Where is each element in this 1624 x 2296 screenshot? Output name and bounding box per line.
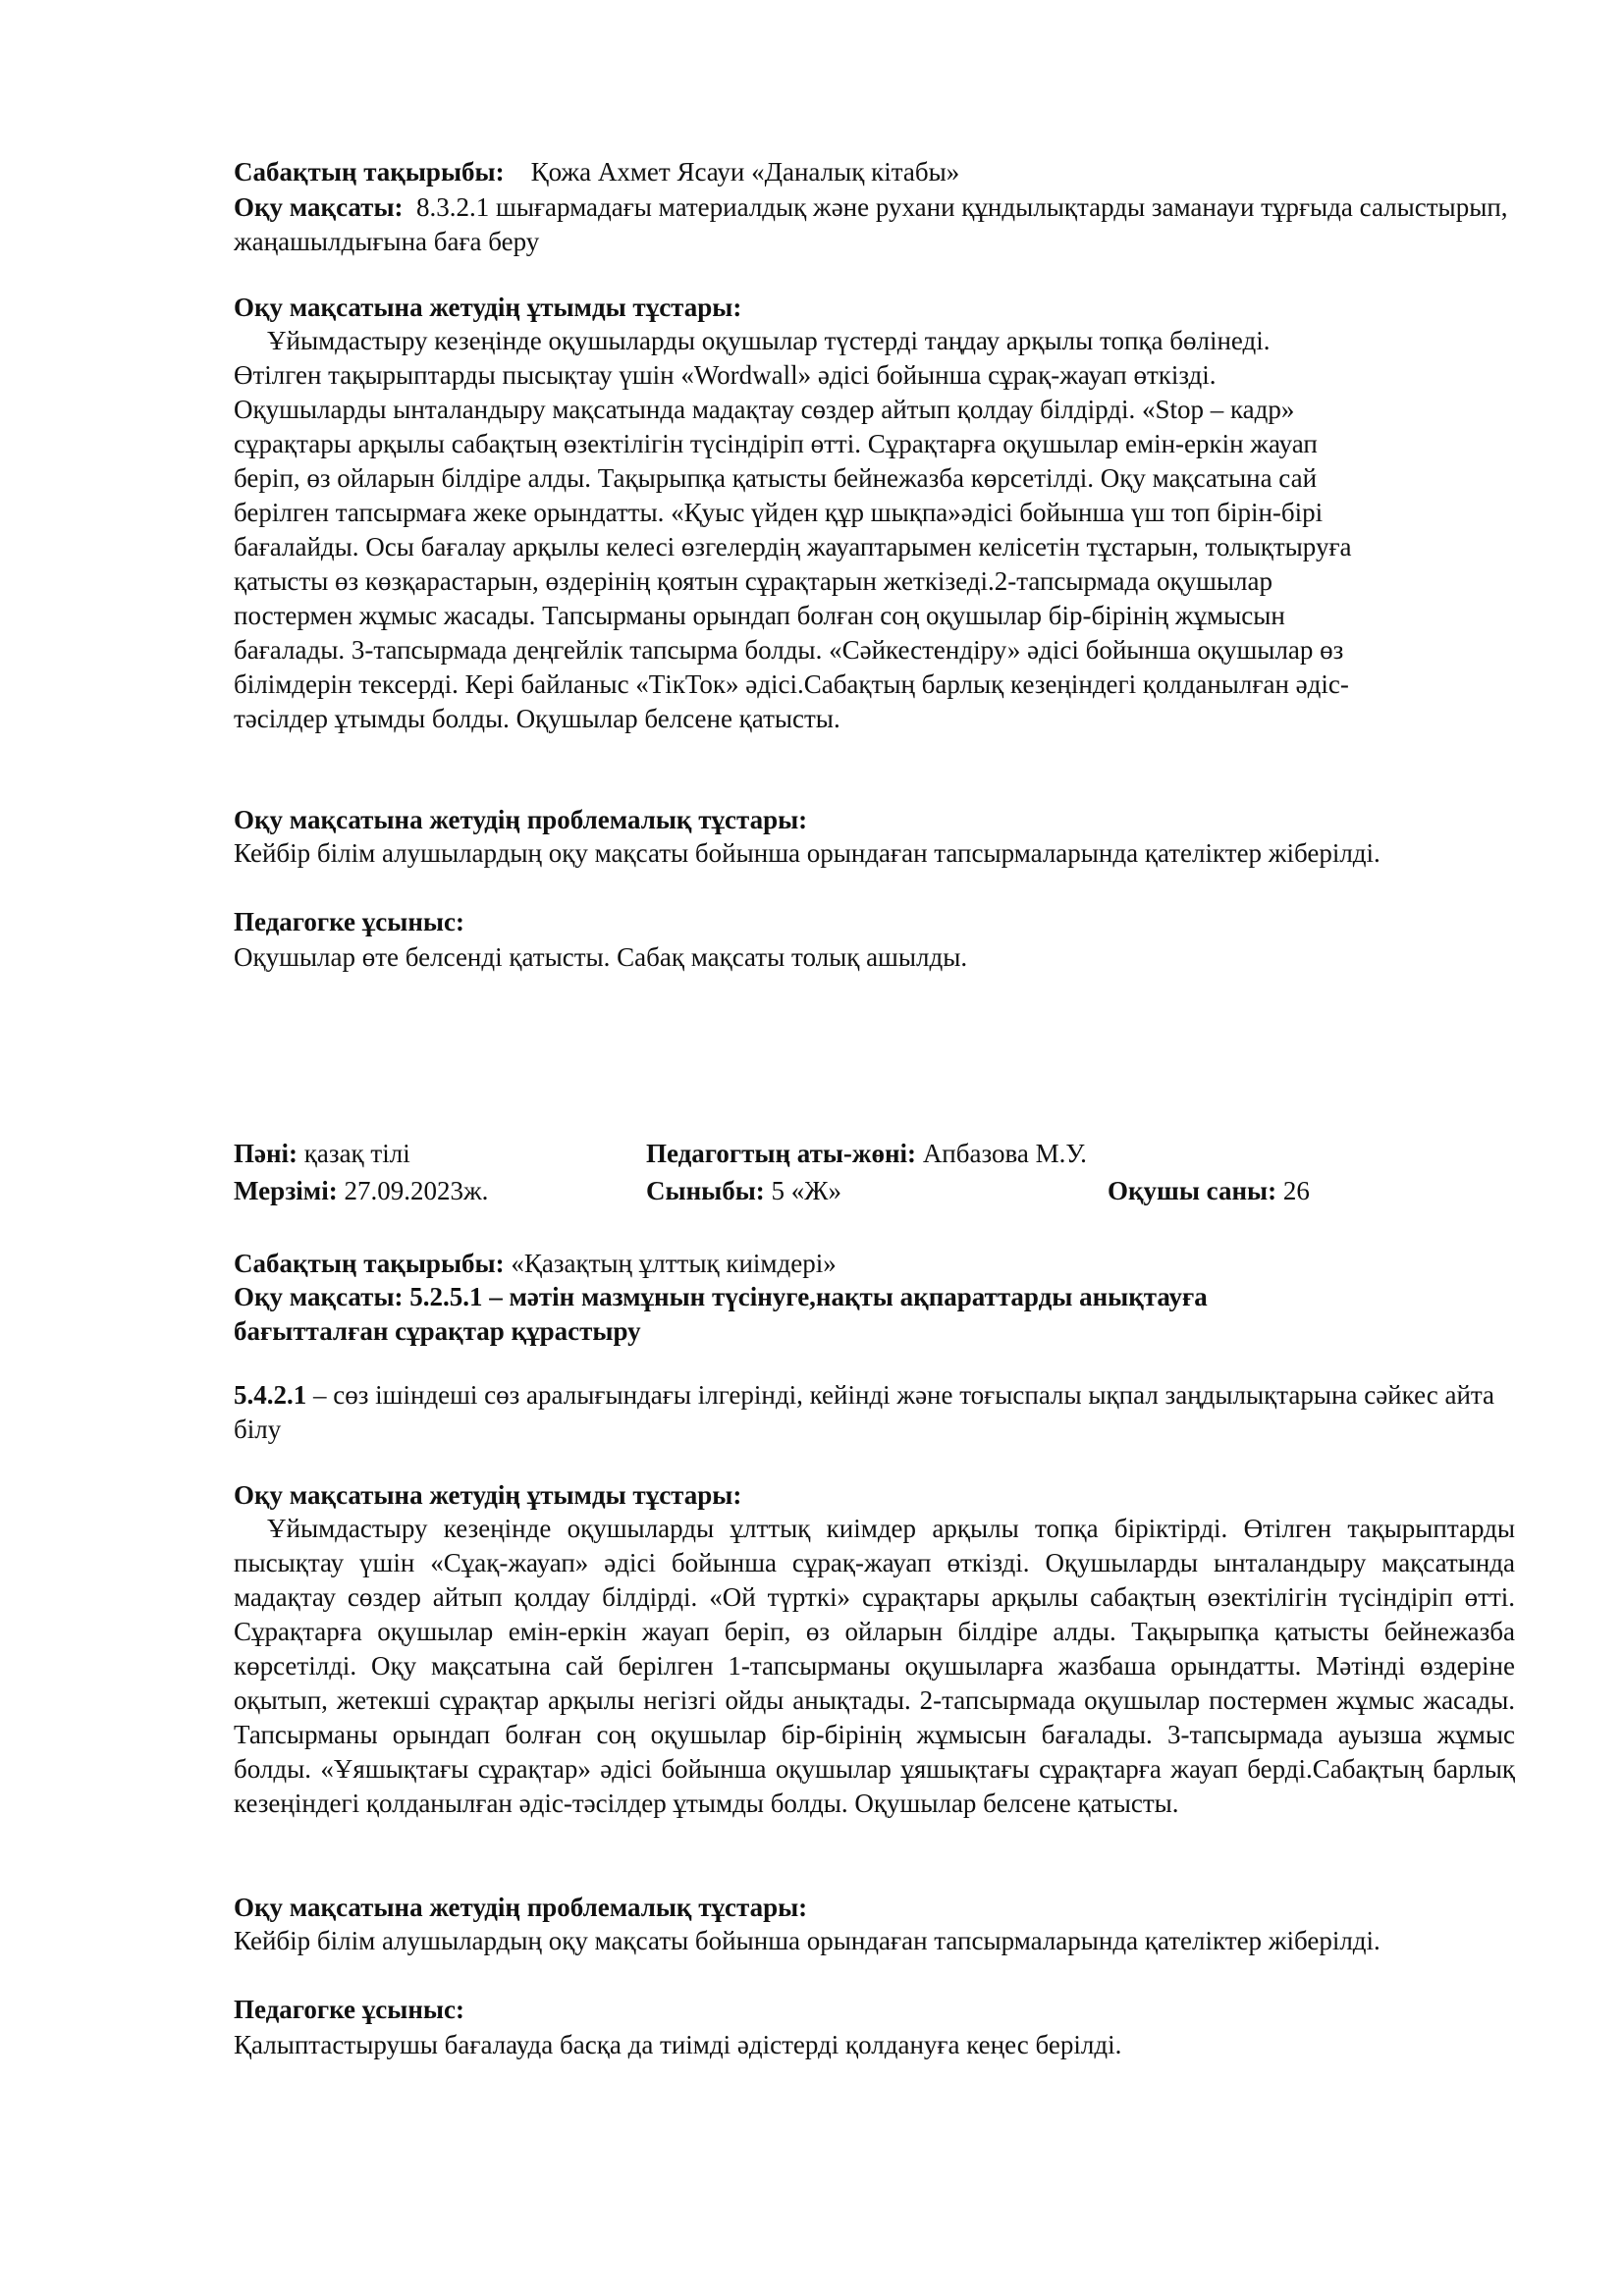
date-label: Мерзімі: — [234, 1176, 338, 1205]
students-value: 26 — [1282, 1176, 1310, 1205]
lesson2-strengths-text — [234, 1512, 1515, 1821]
lesson1-objective-label: Оқу мақсаты: — [234, 192, 404, 222]
text-line: постермен жұмыс жасады. Тапсырманы орындап болған соң оқушылар бір-бірінің жұмысын — [234, 601, 1285, 630]
lesson2-subject — [234, 1137, 410, 1171]
lesson2-topic — [234, 1247, 1515, 1281]
lesson1-recommendation-text — [234, 940, 1515, 975]
text-line: Оқушыларды ынталандыру мақсатында мадақтау сөздер айтып қолдау білдірді. «Stop – кадр» — [234, 395, 1295, 424]
topic-label: Сабақтың тақырыбы: — [234, 1249, 505, 1278]
lesson2-date — [234, 1174, 488, 1208]
objective2-value: – сөз ішіндеші сөз аралығындағы ілгерінді, кейінді және тоғыспалы ықпал заңдылықтарына сәйкес айта білу — [234, 1380, 1495, 1444]
heading-text: Оқу мақсатына жетудің проблемалық тұстары: — [234, 805, 808, 834]
lesson2-objective2 — [234, 1378, 1515, 1447]
lesson2-class — [646, 1174, 841, 1208]
lesson1-strengths-text — [234, 324, 1515, 736]
heading-text: Педагогке ұсыныс: — [234, 907, 464, 936]
text-line: берілген тапсырмаға жеке орындатты. «Қуыс үйден құр шықпа»әдісі бойынша үш топ бірін-бірі — [234, 498, 1324, 527]
lesson2-strengths-heading — [234, 1478, 1515, 1513]
text-line: беріп, өз ойларын білдіре алды. Тақырыпқа қатысты бейнежазба көрсетілді. Оқу мақсатына сай — [234, 463, 1318, 493]
lesson2-recommendation-heading — [234, 1993, 1515, 2027]
text-line: бағалады. 3-тапсырмада деңгейлік тапсырма болды. «Сәйкестендіру» әдісі бойынша оқушылар өз — [234, 635, 1344, 665]
text-line: тәсілдер ұтымды болды. Оқушылар белсене қатысты. — [234, 704, 840, 733]
objective2-code: 5.4.2.1 — [234, 1380, 307, 1410]
lesson2-recommendation-text — [234, 2028, 1515, 2062]
heading-text: Оқу мақсатына жетудің ұтымды тұстары: — [234, 1480, 742, 1510]
lesson1-topic-label: Сабақтың тақырыбы: — [234, 157, 505, 187]
objective-label: Оқу мақсаты: — [234, 1282, 404, 1311]
students-label: Оқушы саны: — [1108, 1176, 1277, 1205]
subject-label: Пәні: — [234, 1139, 298, 1168]
lesson1-topic — [234, 155, 1515, 189]
text-line: білімдерін тексерді. Кері байланыс «ТікТок» әдісі.Сабақтың барлық кезеңіндегі қолданылған әдіс- — [234, 669, 1349, 699]
teacher-label: Педагогтың аты-жөні: — [646, 1139, 917, 1168]
lesson1-strengths-heading — [234, 291, 1515, 325]
class-label: Сыныбы: — [646, 1176, 765, 1205]
teacher-value: Апбазова М.У. — [922, 1139, 1087, 1168]
lesson1-problems-heading — [234, 803, 1515, 837]
paragraph-text: Кейбір білім алушылардың оқу мақсаты бойынша орындаған тапсырмаларында қателіктер жіберілді. — [234, 1926, 1380, 1955]
paragraph-text: Оқушылар өте белсенді қатысты. Сабақ мақсаты толық ашылды. — [234, 942, 968, 972]
lesson1-topic-value: Қожа Ахмет Ясауи «Даналық кітабы» — [530, 157, 960, 187]
paragraph-text: Ұйымдастыру кезеңінде оқушыларды ұлттық киімдер арқылы топқа біріктірді. Өтілген тақырыптарды пысықтау үшін «Сұақ-жауап» әдісі бойынша сұрақ-жауап өткізді. Оқушыларды ынталандыру мақсатында мадақтау сөздер айтып қолдау білдірді. «Ой түрткі» сұрақтары арқылы сабақтың өзектілігін түсіндіріп өтті. Сұрақтарға оқушылар емін-еркін жауап беріп, өз ойларын білдіре алды. Тақырыпқа қатысты бейнежазба көрсетілді. Оқу мақсатына сай берілген 1-тапсырманы оқушыларға жазбаша орындатты. Мәтінді өздеріне оқытып, жетекші сұрақтар арқылы негізгі ойды анықтады. 2-тапсырмада оқушылар постермен жұмыс жасады. Тапсырманы орындап болған соң оқушылар бір-бірінің жұмысын бағалады. 3-тапсырмада ауызша жұмыс болды. «Ұяшықтағы сұрақтар» әдісі бойынша оқушылар ұяшықтағы сұрақтарға жауап берді.Сабақтың барлық кезеңіндегі қолданылған әдіс-тәсілдер ұтымды болды. Оқушылар белсене қатысты. — [234, 1514, 1515, 1818]
heading-text: Педагогке ұсыныс: — [234, 1995, 464, 2024]
lesson2-problems-text — [234, 1924, 1515, 1958]
topic-value: «Қазақтың ұлттық киімдері» — [511, 1249, 837, 1278]
date-value: 27.09.2023ж. — [344, 1176, 489, 1205]
objective-code: 5.2.5.1 — [409, 1282, 483, 1311]
lesson2-objective — [234, 1280, 1363, 1349]
lesson1-objective — [234, 190, 1515, 259]
heading-text: Оқу мақсатына жетудің ұтымды тұстары: — [234, 293, 742, 322]
lesson1-objective-value: 8.3.2.1 шығармадағы материалдық және рухани құндылықтарды заманауи тұрғыда салыстырып, жаңашылдығына баға беру — [234, 192, 1508, 256]
text-line: Өтілген тақырыптарды пысықтау үшін «Wordwall» әдісі бойынша сұрақ-жауап өткізді. — [234, 360, 1217, 390]
objective-value: – мәтін мазмұнын түсінуге,нақты ақпараттарды анықтауға бағытталған сұрақтар құрастыру — [234, 1282, 1208, 1346]
text-line: қатысты өз көзқарастарын, өздерінің қоятын сұрақтарын жеткізеді.2-тапсырмада оқушылар — [234, 566, 1272, 596]
paragraph-text: Кейбір білім алушылардың оқу мақсаты бойынша орындаған тапсырмаларында қателіктер жіберілді. — [234, 838, 1380, 868]
lesson2-problems-heading — [234, 1891, 1515, 1925]
lesson2-teacher — [646, 1137, 1087, 1171]
class-value: 5 «Ж» — [771, 1176, 841, 1205]
text-line: Ұйымдастыру кезеңінде оқушыларды оқушылар түстерді таңдау арқылы топқа бөлінеді. — [267, 326, 1271, 355]
lesson1-problems-text — [234, 836, 1515, 871]
paragraph-text: Қалыптастырушы бағалауда басқа да тиімді әдістерді қолдануға кеңес берілді. — [234, 2030, 1122, 2059]
heading-text: Оқу мақсатына жетудің проблемалық тұстары: — [234, 1893, 808, 1922]
subject-value: қазақ тілі — [303, 1139, 410, 1168]
lesson2-students — [1108, 1174, 1310, 1208]
lesson1-recommendation-heading — [234, 905, 1515, 939]
text-line: сұрақтары арқылы сабақтың өзектілігін түсіндіріп өтті. Сұрақтарға оқушылар емін-еркін жауап — [234, 429, 1318, 458]
text-line: бағалайды. Осы бағалау арқылы келесі өзгелердің жауаптарымен келісетін тұстарын, толықтыруға — [234, 532, 1352, 561]
